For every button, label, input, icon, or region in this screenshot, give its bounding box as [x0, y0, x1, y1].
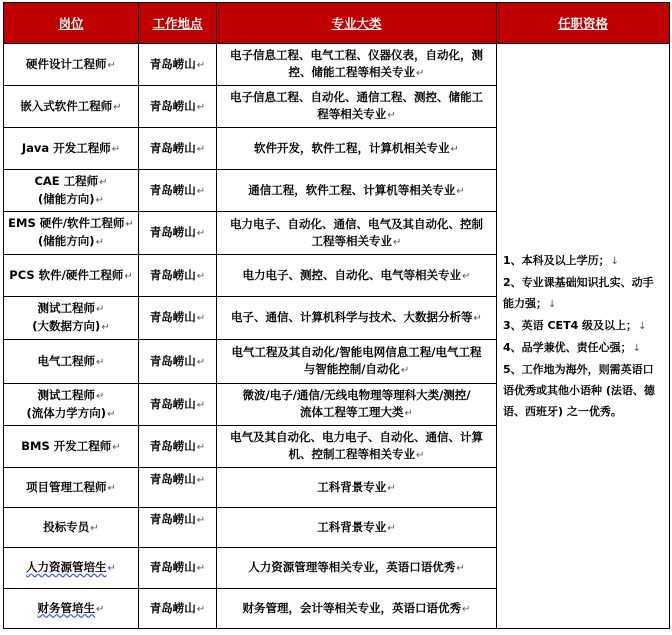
- return-mark: ↵: [387, 110, 396, 121]
- requirement-text: 5、工作地为海外，则需英语口: [503, 363, 654, 376]
- return-mark: ↵: [196, 603, 206, 615]
- position-line: [7, 300, 135, 318]
- return-mark: ↵: [400, 365, 410, 376]
- location-cell: [139, 340, 217, 384]
- position-cell: [4, 170, 139, 212]
- major-line: [220, 600, 493, 618]
- return-mark: ↵: [96, 390, 105, 402]
- major-cell: [217, 297, 497, 340]
- position-cell: [4, 384, 139, 426]
- major-line: [220, 47, 493, 64]
- header-major: 专业大类: [217, 3, 497, 44]
- position-text: 测试工程师: [37, 387, 96, 402]
- major-text: 工程等相关专业: [311, 233, 393, 248]
- return-mark: ↵: [456, 185, 465, 197]
- return-mark: ↵: [387, 522, 396, 534]
- header-row: [4, 3, 670, 44]
- position-cell: [4, 86, 139, 128]
- major-line: [220, 89, 493, 106]
- location-cell: [139, 212, 217, 255]
- major-text: 控、储能工程等相关专业: [288, 65, 416, 79]
- position-text: CAE 工程师: [34, 173, 99, 188]
- major-line: [220, 446, 493, 464]
- major-text: 机、控制工程等相关专业: [288, 447, 416, 461]
- location-text: 青岛崂山: [149, 140, 196, 155]
- position-line: [7, 479, 135, 497]
- major-text: 财务管理，会计等相关专业，英语口语优秀: [242, 600, 462, 615]
- position-text: 硬件设计工程师: [26, 56, 107, 71]
- position-line: [7, 318, 135, 336]
- position-line: [7, 405, 135, 423]
- return-mark: ↵: [112, 441, 121, 453]
- location-cell: [139, 468, 217, 508]
- major-line: [220, 309, 493, 327]
- location-cell: [139, 589, 217, 629]
- return-mark: ↵: [96, 304, 105, 315]
- return-mark: ↵: [96, 356, 105, 368]
- position-cell: [4, 128, 139, 170]
- return-mark: ↵: [196, 313, 206, 324]
- position-text: 测试工程师: [37, 301, 96, 315]
- major-text: 软件开发，软件工程，计算机相关专业: [254, 140, 450, 155]
- major-cell: [217, 548, 497, 589]
- major-line: [220, 429, 493, 446]
- requirement-text: 能力强；: [503, 297, 547, 310]
- requirement-line: [503, 337, 663, 359]
- major-line: [220, 344, 493, 361]
- table-row: [4, 44, 670, 86]
- major-text: 通信工程，软件工程、计算机等相关专业: [248, 182, 456, 197]
- major-line: [220, 519, 493, 537]
- requirement-line: [503, 380, 663, 401]
- position-cell: [4, 340, 139, 384]
- position-line: [7, 559, 135, 577]
- position-line: [7, 56, 135, 74]
- position-cell: [4, 255, 139, 297]
- return-mark: ↵: [462, 270, 471, 282]
- position-text: (储能方向): [38, 234, 95, 248]
- major-line: [220, 106, 493, 124]
- return-mark: ↵: [111, 143, 121, 155]
- position-line: [7, 600, 135, 618]
- requirement-line: [503, 250, 663, 272]
- location-cell: [139, 170, 217, 212]
- position-line: [7, 173, 135, 191]
- major-text: 流体工程等工理大类: [300, 405, 404, 419]
- return-mark: ↵: [99, 176, 108, 188]
- return-mark: ↵: [462, 603, 471, 615]
- position-text: 人力资源管培生: [26, 560, 107, 574]
- major-text: 电子、通信、计算机科学与技术、大数据分析等: [231, 310, 473, 324]
- return-mark: ↵: [404, 408, 413, 419]
- table-body: [4, 44, 670, 629]
- position-text: 投标专员: [43, 519, 90, 534]
- location-cell: [139, 86, 217, 128]
- requirement-text: 语、西班牙) 之一优秀。: [503, 405, 622, 418]
- position-line: [7, 233, 135, 251]
- major-cell: [217, 170, 497, 212]
- position-line: [7, 353, 135, 371]
- position-text: BMS 开发工程师: [21, 438, 112, 453]
- requirement-text: 1、本科及以上学历；: [503, 254, 610, 267]
- requirement-text: 4、品学兼优、责任心强；: [503, 341, 632, 354]
- return-mark: ↵: [196, 441, 206, 453]
- return-mark: ↵: [96, 603, 105, 615]
- return-mark: ↵: [393, 236, 402, 248]
- major-text: 与智能控制/自动化: [303, 362, 400, 376]
- position-text: 财务管培生: [37, 600, 96, 615]
- position-cell: [4, 297, 139, 340]
- major-line: [220, 64, 493, 82]
- return-mark: ↵: [125, 219, 134, 230]
- major-text: 电力电子、自动化、通信、电气及其自动化、控制: [230, 216, 483, 231]
- return-mark: ↵: [473, 313, 482, 324]
- major-line: [220, 479, 493, 497]
- down-mark: ↓: [638, 321, 647, 332]
- location-text: 青岛崂山: [149, 225, 196, 239]
- requirement-line: [503, 315, 663, 337]
- major-line: [220, 404, 493, 422]
- position-text: (大数据方向): [32, 319, 101, 333]
- position-text: PCS 软件/硬件工程师: [9, 267, 124, 282]
- major-text: 电子信息工程、自动化、通信工程、测控、储能工: [230, 90, 483, 104]
- major-cell: [217, 589, 497, 629]
- return-mark: ↵: [196, 475, 206, 486]
- location-cell: [139, 426, 217, 468]
- major-line: [220, 216, 493, 233]
- requirement-line: [503, 293, 663, 315]
- position-line: [7, 519, 135, 537]
- return-mark: ↵: [196, 399, 206, 411]
- major-line: [220, 233, 493, 251]
- location-text: 青岛崂山: [149, 600, 196, 615]
- location-cell: [139, 297, 217, 340]
- major-text: 工科背景专业: [317, 519, 387, 534]
- major-line: [220, 361, 493, 379]
- position-line: [7, 140, 135, 158]
- major-text: 电气工程及其自动化/智能电网信息工程/电气工程: [231, 345, 482, 359]
- position-text: EMS 硬件/软件工程师: [8, 216, 125, 230]
- position-line: [7, 98, 135, 116]
- location-text: 青岛崂山: [149, 56, 196, 71]
- major-line: [220, 267, 493, 285]
- return-mark: ↵: [387, 482, 396, 494]
- major-text: 程等相关专业: [317, 107, 387, 121]
- return-mark: ↵: [416, 68, 425, 79]
- location-cell: [139, 548, 217, 589]
- major-cell: [217, 508, 497, 548]
- location-text: 青岛崂山: [149, 472, 196, 486]
- return-mark: ↵: [196, 59, 206, 71]
- location-cell: [139, 255, 217, 297]
- position-cell: [4, 589, 139, 629]
- return-mark: ↵: [196, 228, 206, 239]
- position-text: (储能方向): [38, 191, 95, 206]
- down-mark: ↓: [610, 256, 620, 267]
- location-text: 青岛崂山: [149, 182, 196, 197]
- return-mark: ↵: [416, 450, 425, 461]
- major-cell: [217, 212, 497, 255]
- return-mark: ↵: [107, 408, 116, 420]
- return-mark: ↵: [107, 59, 116, 71]
- return-mark: ↵: [107, 482, 116, 494]
- location-cell: [139, 508, 217, 548]
- location-text: 青岛崂山: [149, 98, 196, 113]
- major-line: [220, 387, 493, 404]
- return-mark: ↵: [196, 143, 206, 155]
- position-text: Java 开发工程师: [21, 140, 111, 155]
- major-cell: [217, 340, 497, 384]
- position-text: 项目管理工程师: [26, 479, 107, 494]
- header-location: 工作地点: [139, 3, 217, 44]
- position-line: [7, 267, 135, 285]
- return-mark: ↵: [113, 101, 122, 113]
- position-text: (流体力学方向): [26, 405, 107, 420]
- requirements-cell: [497, 44, 670, 629]
- return-mark: ↵: [196, 515, 206, 526]
- position-line: [7, 191, 135, 209]
- location-text: 青岛崂山: [149, 560, 196, 574]
- major-text: 电子信息工程、电气工程、仪器仪表，自动化，测: [230, 48, 483, 62]
- requirement-text: 2、专业课基础知识扎实、动手: [503, 276, 654, 289]
- return-mark: ↵: [90, 522, 99, 534]
- requirement-line: [503, 401, 663, 422]
- requirement-text: 语优秀或其他小语种 (法语、德: [503, 384, 655, 397]
- header-requirements: 任职资格: [497, 3, 670, 44]
- requirement-line: [503, 359, 663, 380]
- location-cell: [139, 384, 217, 426]
- return-mark: ↵: [456, 563, 465, 574]
- return-mark: ↵: [124, 270, 133, 282]
- down-mark: ↓: [632, 343, 642, 354]
- location-text: 青岛崂山: [149, 438, 196, 453]
- location-cell: [139, 44, 217, 86]
- position-cell: [4, 44, 139, 86]
- position-text: 嵌入式软件工程师: [20, 98, 113, 113]
- position-text: 电气工程师: [37, 353, 96, 368]
- major-line: [220, 182, 493, 200]
- return-mark: ↵: [95, 194, 104, 206]
- position-line: [7, 438, 135, 456]
- location-text: 青岛崂山: [149, 512, 196, 526]
- major-text: 电气及其自动化、电力电子、自动化、通信、计算: [230, 430, 483, 444]
- major-line: [220, 559, 493, 577]
- return-mark: ↵: [196, 101, 206, 113]
- position-cell: [4, 426, 139, 468]
- return-mark: ↵: [101, 322, 110, 333]
- job-table: [3, 2, 670, 629]
- major-text: 人力资源管理等相关专业，英语口语优秀: [248, 560, 456, 574]
- major-text: 工科背景专业: [317, 479, 387, 494]
- return-mark: ↵: [196, 270, 206, 282]
- header-position: 岗位: [4, 3, 139, 44]
- position-cell: [4, 508, 139, 548]
- major-cell: [217, 128, 497, 170]
- return-mark: ↵: [107, 563, 116, 574]
- return-mark: ↵: [95, 237, 104, 248]
- requirement-line: [503, 272, 663, 293]
- major-cell: [217, 426, 497, 468]
- return-mark: ↵: [196, 563, 206, 574]
- location-text: 青岛崂山: [149, 267, 196, 282]
- location-text: 青岛崂山: [149, 310, 196, 324]
- return-mark: ↵: [450, 143, 459, 155]
- major-text: 微波/电子/通信/无线电物理等理科大类/测控/: [242, 388, 471, 402]
- position-line: [7, 387, 135, 405]
- position-line: [7, 215, 135, 233]
- location-cell: [139, 128, 217, 170]
- major-cell: [217, 468, 497, 508]
- position-cell: [4, 468, 139, 508]
- location-text: 青岛崂山: [149, 353, 196, 368]
- major-cell: [217, 86, 497, 128]
- requirement-text: 3、英语 CET4 级及以上；: [503, 319, 638, 332]
- position-cell: [4, 212, 139, 255]
- major-line: [220, 140, 493, 158]
- major-cell: [217, 255, 497, 297]
- down-mark: ↓: [548, 299, 557, 310]
- location-text: 青岛崂山: [149, 396, 196, 411]
- return-mark: ↵: [196, 356, 206, 368]
- return-mark: ↵: [196, 185, 206, 197]
- major-text: 电力电子、测控、自动化、电气等相关专业: [242, 267, 462, 282]
- position-cell: [4, 548, 139, 589]
- major-cell: [217, 384, 497, 426]
- major-cell: [217, 44, 497, 86]
